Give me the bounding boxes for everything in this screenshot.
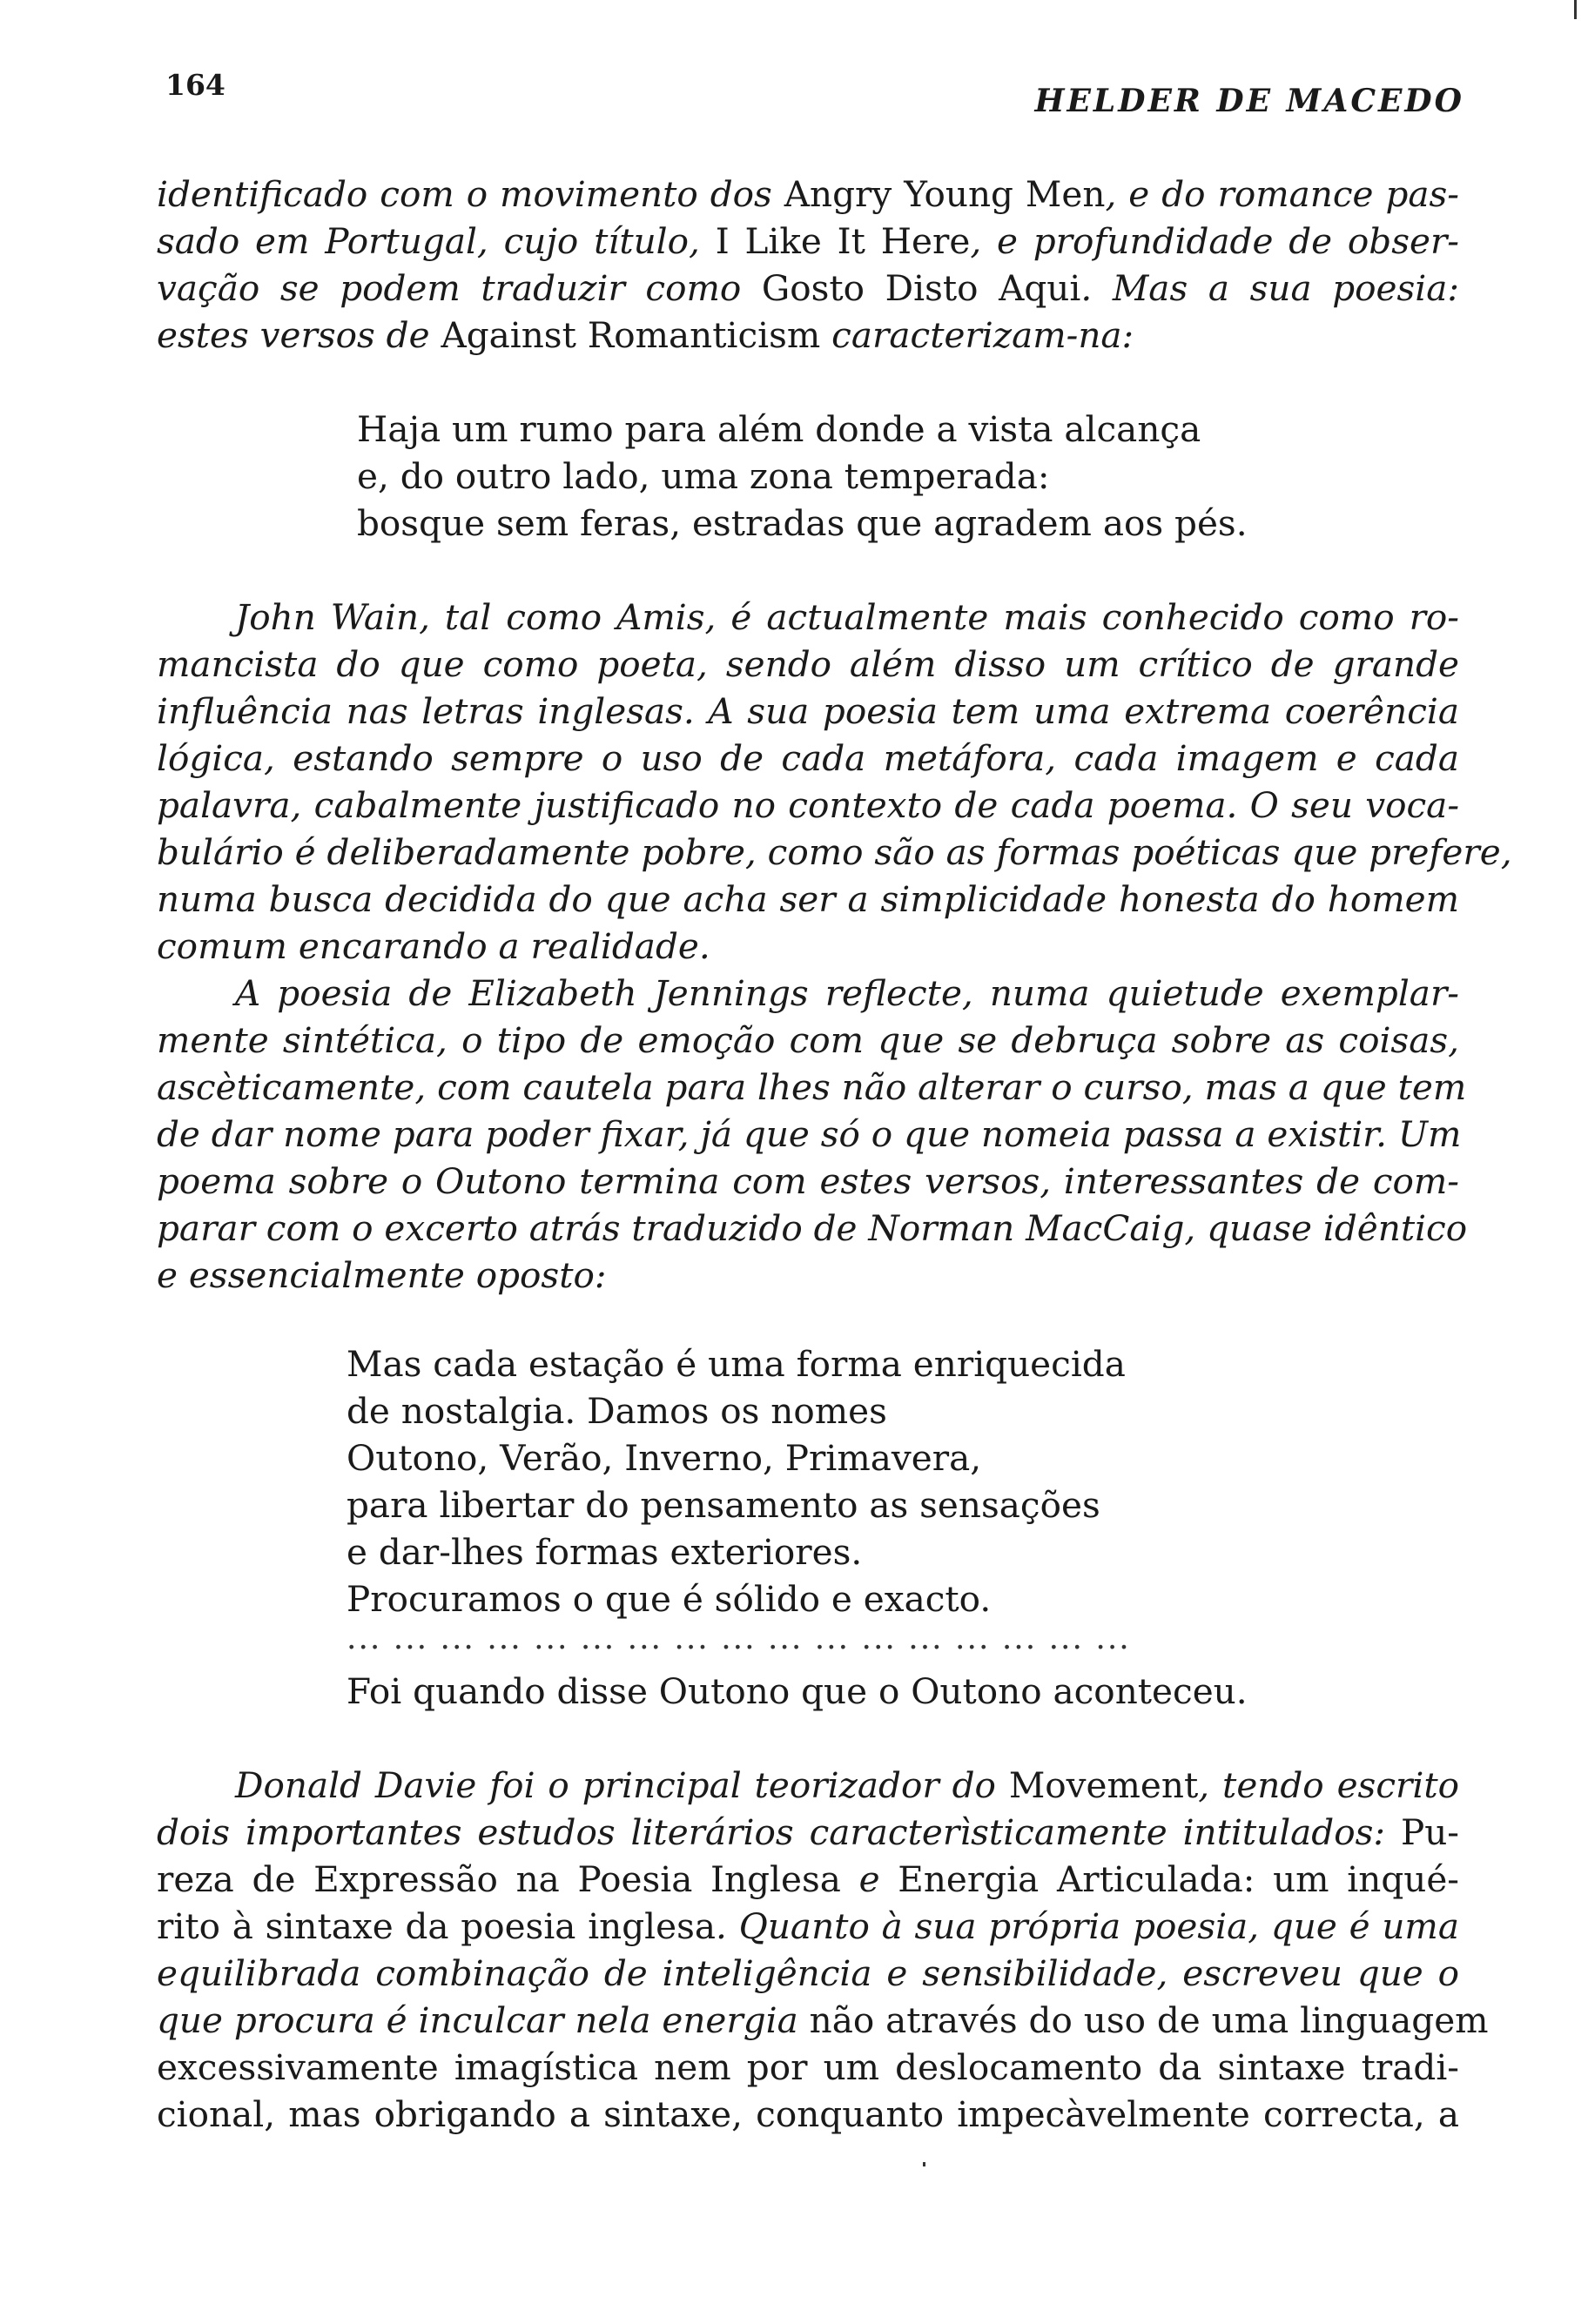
para2-line-4: lógica, estando sempre o uso de cada metáfora, cada imagem e cada: [157, 737, 1459, 779]
para3-line-6: parar com o excerto atrás traduzido de Norman MacCaig, quase idêntico: [157, 1207, 1468, 1249]
verse2-ellipsis: ... ... ... ... ... ... ... ... ... ... ... ... ... ... ... ... ...: [347, 1621, 1131, 1656]
verse2-line-2: de nostalgia. Damos os nomes: [347, 1390, 887, 1432]
verse1-line-1: Haja um rumo para além donde a vista alcança: [357, 408, 1201, 450]
para2-line-1: John Wain, tal como Amis, é actualmente mais conhecido como ro-: [235, 596, 1459, 638]
speck-mark: [923, 2162, 925, 2166]
para1-line-1: identificado com o movimento dos Angry Young Men, e do romance pas-: [157, 173, 1459, 215]
verse2-line-6: Procuramos o que é sólido e exacto.: [347, 1578, 992, 1620]
para2-line-2: mancista do que como poeta, sendo além disso um crítico de grande: [157, 643, 1459, 685]
running-head: HELDER DE MACEDO: [1034, 83, 1464, 119]
para3-line-1: A poesia de Elizabeth Jennings reflecte, numa quietude exemplar-: [235, 972, 1459, 1014]
para2-line-7: numa busca decidida do que acha ser a simplicidade honesta do homem: [157, 878, 1459, 920]
para4-line-4: rito à sintaxe da poesia inglesa. Quanto à sua própria poesia, que é uma: [157, 1905, 1459, 1947]
para1-line-4: estes versos de Against Romanticism caracterizam-na:: [157, 314, 1134, 356]
para3-line-5: poema sobre o Outono termina com estes versos, interessantes de com-: [157, 1160, 1459, 1202]
verse2-line-last: Foi quando disse Outono que o Outono aconteceu.: [347, 1670, 1248, 1712]
verse2-line-5: e dar-lhes formas exteriores.: [347, 1531, 863, 1573]
para4-line-3: reza de Expressão na Poesia Inglesa e Energia Articulada: um inqué-: [157, 1858, 1459, 1900]
para4-line-5: equilibrada combinação de inteligência e sensibilidade, escreveu que o: [157, 1952, 1459, 1994]
para2-line-6: bulário é deliberadamente pobre, como são as formas poéticas que prefere,: [157, 831, 1512, 873]
para3-line-2: mente sintética, o tipo de emoção com que se debruça sobre as coisas,: [157, 1019, 1459, 1061]
para3-line-4: de dar nome para poder fixar, já que só o que nomeia passa a existir. Um: [157, 1113, 1462, 1155]
para4-line-6: que procura é inculcar nela energia não através do uso de uma linguagem: [157, 1999, 1489, 2041]
para3-line-3: ascèticamente, com cautela para lhes não alterar o curso, mas a que tem: [157, 1066, 1467, 1108]
para3-line-7: e essencialmente oposto:: [157, 1254, 607, 1296]
para1-line-2: sado em Portugal, cujo título, I Like It Here, e profundidade de obser-: [157, 220, 1459, 262]
para2-line-5: palavra, cabalmente justificado no contexto de cada poema. O seu voca-: [157, 784, 1459, 826]
verse2-line-3: Outono, Verão, Inverno, Primavera,: [347, 1437, 982, 1479]
page-number: 164: [165, 68, 225, 102]
para4-line-1: Donald Davie foi o principal teorizador do Movement, tendo escrito: [235, 1764, 1459, 1806]
verse1-line-3: bosque sem feras, estradas que agradem aos pés.: [357, 502, 1248, 544]
para2-line-8: comum encarando a realidade.: [157, 925, 710, 967]
verse2-line-4: para libertar do pensamento as sensações: [347, 1484, 1100, 1526]
para2-line-3: influência nas letras inglesas. A sua poesia tem uma extrema coerência: [157, 690, 1459, 732]
para4-line-7: excessivamente imagística nem por um deslocamento da sintaxe tradi-: [157, 2046, 1459, 2088]
edge-mark: [1574, 0, 1577, 19]
para4-line-8: cional, mas obrigando a sintaxe, conquanto impecàvelmente correcta, a: [157, 2093, 1459, 2135]
para1-line-3: vação se podem traduzir como Gosto Disto Aqui. Mas a sua poesia:: [157, 267, 1459, 309]
verse1-line-2: e, do outro lado, uma zona temperada:: [357, 455, 1050, 497]
para4-line-2: dois importantes estudos literários caracterìsticamente intitulados: Pu-: [157, 1811, 1459, 1853]
verse2-line-1: Mas cada estação é uma forma enriquecida: [347, 1343, 1126, 1385]
